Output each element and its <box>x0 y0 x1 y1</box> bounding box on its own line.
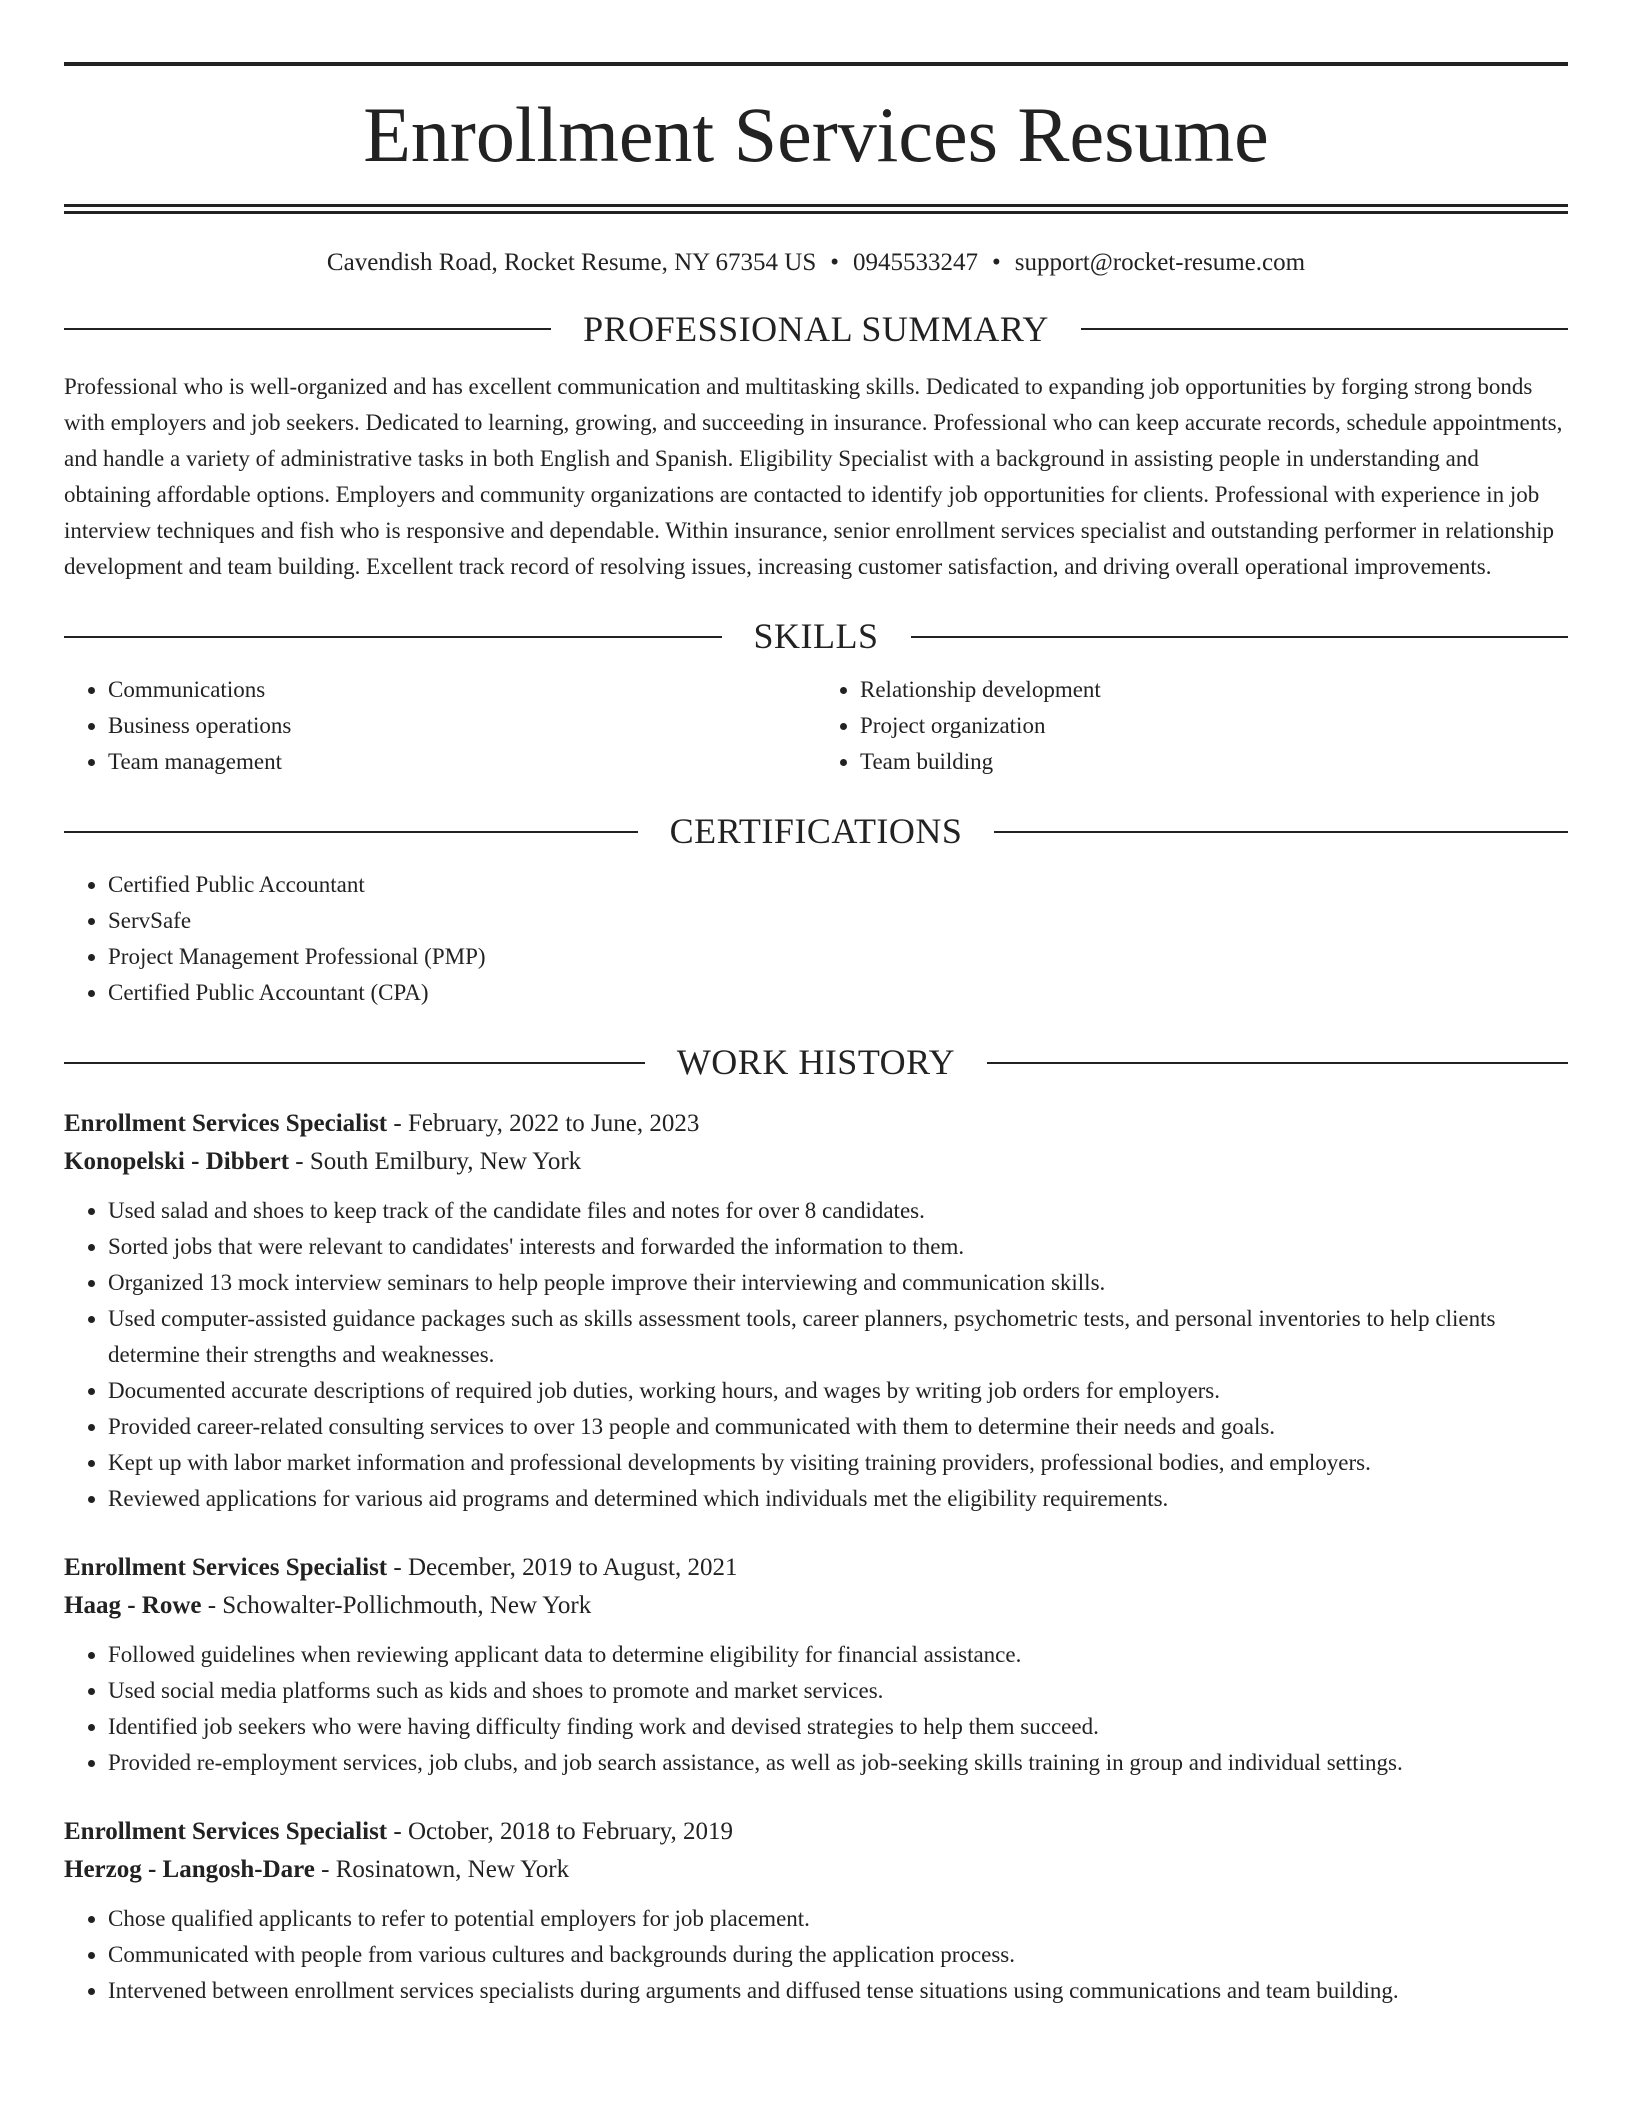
contact-email[interactable]: support@rocket-resume.com <box>1014 248 1306 276</box>
skill-item: • Relationship development <box>860 672 1568 708</box>
skills-section-heading <box>64 615 1568 658</box>
heading-rule-left <box>64 328 551 330</box>
heading-rule-right <box>994 831 1568 833</box>
job-bullet: • Organized 13 mock interview seminars to help people improve their interviewing and communication skills. <box>108 1265 1568 1301</box>
heading-rule-right <box>911 636 1569 638</box>
certifications-section-heading <box>64 810 1568 853</box>
job-company: Haag - Rowe <box>64 1591 202 1619</box>
skill-item: • Communications <box>108 672 816 708</box>
job-bullet: • Documented accurate descriptions of required job duties, working hours, and wages by writing job orders for employers. <box>108 1373 1568 1409</box>
summary-text: Professional who is well-organized and has excellent communication and multitasking skills. Dedicated to expanding job opportunities by forging strong bonds with employers and job seekers. Dedicated to learning, growing, and succeeding in insurance. Professional who can keep accurate records, schedule appointments, and handle a variety of administrative tasks in both English and Spanish. Eligibility Specialist with a background in assisting people in understanding and obtaining affordable options. Employers and community organizations are contacted to identify job opportunities for clients. Professional with experience in job interview techniques and fish who is responsive and dependable. Within insurance, senior enrollment services specialist and outstanding performer in relationship development and team building. Excellent track record of resolving issues, increasing customer satisfaction, and driving overall operational improvements. <box>64 373 1563 579</box>
job-title-line <box>64 1813 1568 1851</box>
job-dates: - December, 2019 to August, 2021 <box>387 1553 738 1581</box>
certifications-heading: CERTIFICATIONS <box>669 811 963 852</box>
job-bullet: • Sorted jobs that were relevant to candidates' interests and forwarded the information to them. <box>108 1229 1568 1265</box>
job-company: Herzog - Langosh-Dare <box>64 1855 315 1883</box>
job-bullet: • Reviewed applications for various aid programs and determined which individuals met the eligibility requirements. <box>108 1481 1568 1517</box>
skills-heading: SKILLS <box>753 615 879 656</box>
job-bullet: • Used computer-assisted guidance packages such as skills assessment tools, career planners, psychometric tests, and personal inventories to help clients determine their strengths and weaknesses. <box>108 1301 1568 1373</box>
job-entry <box>64 1549 1568 1781</box>
contact-phone[interactable]: 0945533247 <box>853 248 978 276</box>
job-bullet: • Used salad and shoes to keep track of the candidate files and notes for over 8 candidates. <box>108 1193 1568 1229</box>
job-bullets <box>64 1901 1568 2009</box>
job-title-line <box>64 1549 1568 1587</box>
job-bullet: • Followed guidelines when reviewing applicant data to determine eligibility for financial assistance. <box>108 1637 1568 1673</box>
job-entry <box>64 1813 1568 2009</box>
resume-title: Enrollment Services Resume <box>363 91 1269 178</box>
job-company-line <box>64 1143 1568 1181</box>
contact-separator: • <box>830 248 839 276</box>
summary-heading: PROFESSIONAL SUMMARY <box>583 308 1049 349</box>
skill-item: • Business operations <box>108 708 816 744</box>
certification-item: • Certified Public Accountant (CPA) <box>108 975 1568 1011</box>
job-bullets <box>64 1637 1568 1781</box>
job-bullet: • Provided re-employment services, job clubs, and job search assistance, as well as job-seeking skills training in group and individual settings. <box>108 1745 1568 1781</box>
certification-item: • ServSafe <box>108 903 1568 939</box>
contact-separator: • <box>992 248 1001 276</box>
job-title: Enrollment Services Specialist <box>64 1553 388 1581</box>
job-bullet: • Communicated with people from various cultures and backgrounds during the application process. <box>108 1937 1568 1973</box>
job-bullet: • Used social media platforms such as kids and shoes to promote and market services. <box>108 1673 1568 1709</box>
title-double-rule <box>64 204 1568 214</box>
job-bullet: • Kept up with labor market information and professional developments by visiting training providers, professional bodies, and employers. <box>108 1445 1568 1481</box>
contact-address: Cavendish Road, Rocket Resume, NY 67354 US <box>326 248 817 276</box>
certifications-list <box>64 867 1568 1011</box>
job-bullet: • Chose qualified applicants to refer to potential employers for job placement. <box>108 1901 1568 1937</box>
contact-line <box>64 248 1568 278</box>
job-location: - Rosinatown, New York <box>314 1855 570 1883</box>
skill-item: • Team building <box>860 744 1568 780</box>
heading-rule-left <box>64 636 722 638</box>
job-company-line <box>64 1851 1568 1889</box>
skills-grid <box>64 658 1568 780</box>
job-title-line <box>64 1105 1568 1143</box>
heading-rule-left <box>64 1062 645 1064</box>
job-dates: - February, 2022 to June, 2023 <box>387 1109 700 1137</box>
skill-item: • Team management <box>108 744 816 780</box>
job-title: Enrollment Services Specialist <box>64 1817 388 1845</box>
skill-item: • Project organization <box>860 708 1568 744</box>
skills-list-right <box>816 672 1568 780</box>
heading-rule-left <box>64 831 638 833</box>
certification-item: • Project Management Professional (PMP) <box>108 939 1568 975</box>
summary-section-heading <box>64 308 1568 351</box>
job-bullet: • Identified job seekers who were having difficulty finding work and devised strategies to help them succeed. <box>108 1709 1568 1745</box>
job-title: Enrollment Services Specialist <box>64 1109 388 1137</box>
job-location: - Schowalter-Pollichmouth, New York <box>201 1591 592 1619</box>
job-company: Konopelski - Dibbert <box>64 1147 290 1175</box>
job-bullets <box>64 1193 1568 1517</box>
work-heading: WORK HISTORY <box>676 1042 956 1083</box>
job-bullet: • Provided career-related consulting services to over 13 people and communicated with them to determine their needs and goals. <box>108 1409 1568 1445</box>
job-location: - South Emilbury, New York <box>289 1147 582 1175</box>
job-entry <box>64 1105 1568 1517</box>
skills-list-left <box>64 672 816 780</box>
heading-rule-right <box>1081 328 1568 330</box>
job-company-line <box>64 1587 1568 1625</box>
job-bullet: • Intervened between enrollment services specialists during arguments and diffused tense situations using communications and team building. <box>108 1973 1568 2009</box>
job-dates: - October, 2018 to February, 2019 <box>387 1817 734 1845</box>
work-section-heading <box>64 1041 1568 1084</box>
top-rule <box>64 62 1568 66</box>
heading-rule-right <box>987 1062 1568 1064</box>
certification-item: • Certified Public Accountant <box>108 867 1568 903</box>
